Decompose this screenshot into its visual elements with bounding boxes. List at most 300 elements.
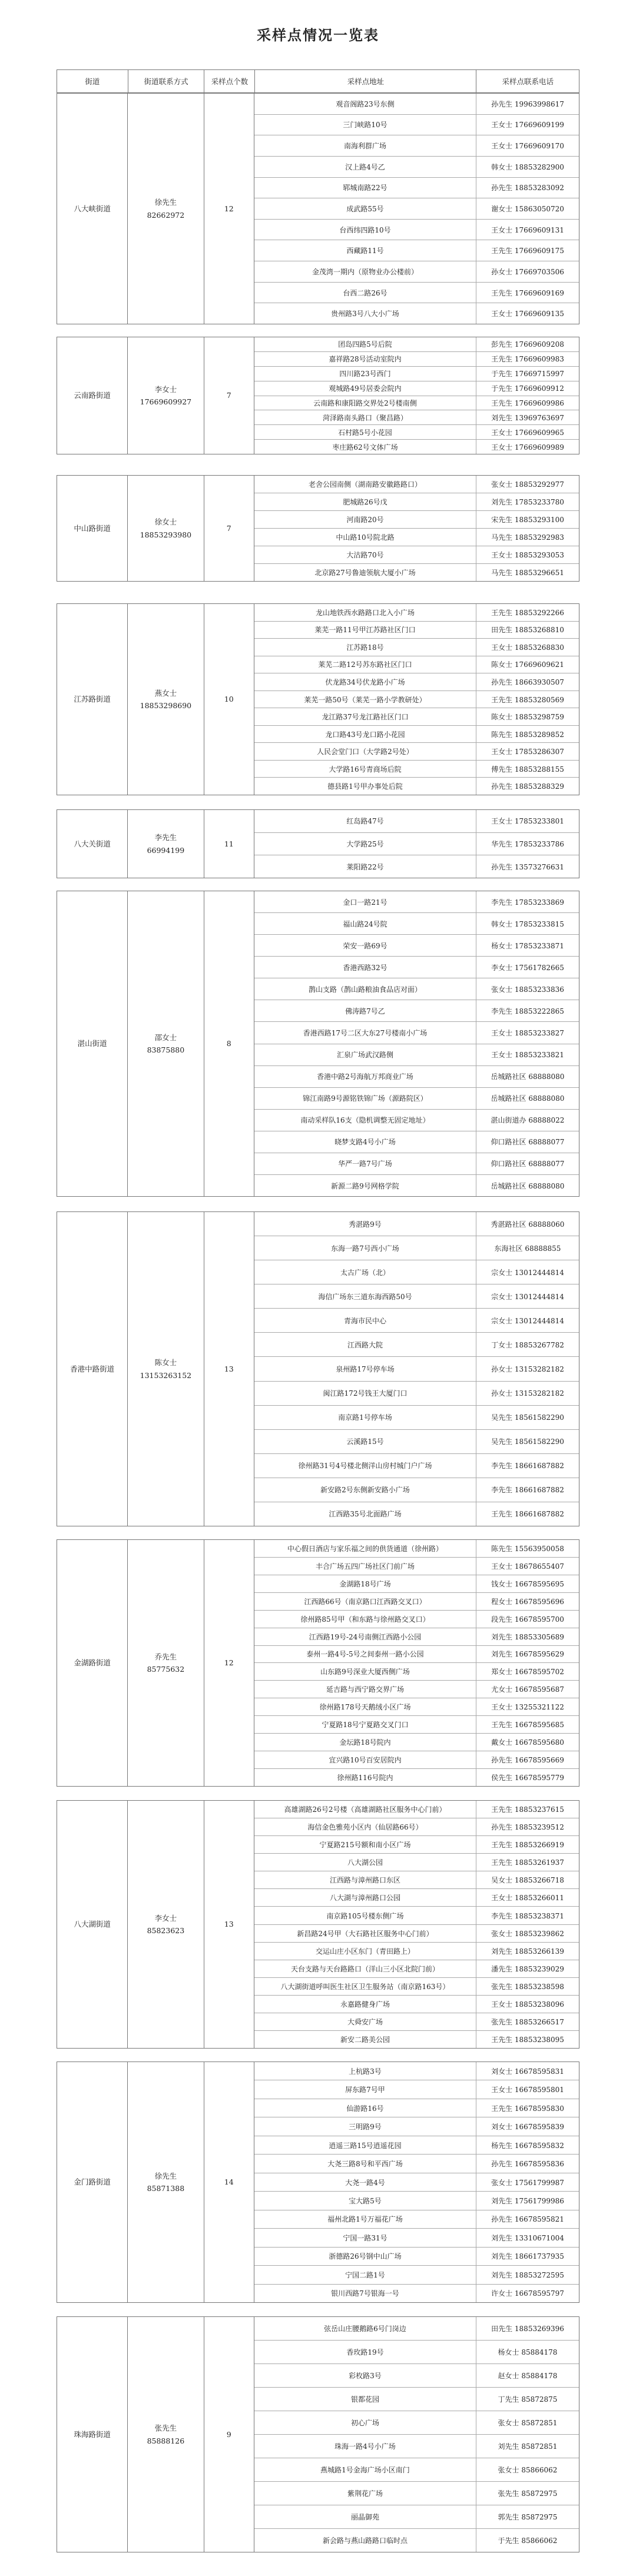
street-contact — [128, 337, 204, 454]
point-phone: 岳城路社区 68888080 — [491, 1073, 565, 1081]
contact-name: 徐先生 — [154, 2171, 177, 2180]
contact-name: 李女士 — [154, 384, 177, 394]
point-address: 江西路与漳州路口东区 — [254, 1871, 476, 1888]
table-row — [254, 1558, 579, 1575]
point-phone: 韩女士 18853282900 — [491, 162, 564, 171]
point-address: 西藏路11号 — [254, 240, 476, 261]
point-phone: 孙先生 18853283092 — [491, 184, 564, 192]
table-row — [254, 1575, 579, 1593]
point-phone: 李先生 18661687882 — [491, 1486, 564, 1495]
point-address: 山东路9号深业大厦西侧广场 — [254, 1663, 476, 1680]
table-row — [254, 2117, 579, 2136]
point-phone: 王先生 17669609175 — [491, 247, 564, 255]
point-address: 银都花园 — [254, 2388, 476, 2411]
street-contact — [128, 810, 204, 878]
point-address: 八大湖与漳州路口公园 — [254, 1889, 476, 1906]
table-row — [254, 2285, 579, 2302]
point-address: 新安路2号东侧新安路小广场 — [254, 1478, 476, 1502]
table-row — [254, 935, 579, 957]
point-phone: 王先生 18853238095 — [491, 2036, 564, 2044]
point-phone: 田先生 18853268810 — [491, 626, 564, 635]
point-phone: 张女士 18853292977 — [491, 480, 564, 489]
point-address: 宁夏路215号额和南小区广场 — [254, 1836, 476, 1853]
contact-name: 邵女士 — [154, 1033, 177, 1042]
point-address: 红岛路47号 — [254, 810, 476, 832]
point-address: 青海市民中心 — [254, 1309, 476, 1332]
point-address: 香港西路17号二区大东27号楼南小广场 — [254, 1022, 476, 1043]
point-phone: 岳城路社区 68888080 — [491, 1094, 565, 1103]
point-address: 人民会堂门口（大学路2号处） — [254, 743, 476, 760]
point-address: 秀湛路9号 — [254, 1212, 476, 1236]
table-row — [254, 157, 579, 178]
point-phone: 韩女士 17853233815 — [491, 919, 564, 928]
table-row — [254, 1284, 579, 1309]
table-row — [254, 94, 579, 115]
point-phone: 于先生 85866062 — [498, 2537, 558, 2545]
point-phone: 刘先生 18853266139 — [491, 1947, 564, 1956]
point-address: 观音阁路23号东侧 — [254, 94, 476, 114]
point-address: 三明路9号 — [254, 2117, 476, 2135]
point-address: 南京路1号停车场 — [254, 1406, 476, 1429]
point-count: 10 — [204, 604, 254, 795]
table-row — [254, 2364, 579, 2388]
point-address: 金茂湾一期内（原物业办公楼前） — [254, 261, 476, 282]
table-row — [254, 1871, 579, 1889]
point-phone: 侯先生 16678595779 — [491, 1773, 564, 1782]
table-row — [254, 761, 579, 778]
header-point-phone: 采样点联系电话 — [502, 77, 554, 86]
point-phone: 陈女士 17669609621 — [491, 660, 564, 669]
table-row — [254, 425, 579, 440]
point-phone: 张女士 85866062 — [498, 2466, 558, 2474]
table-header — [57, 69, 579, 93]
point-address: 云南路和康阳路交界处2号楼南侧 — [254, 396, 476, 410]
table-row — [254, 639, 579, 656]
point-count: 7 — [204, 476, 254, 581]
contact-phone: 83875880 — [147, 1045, 185, 1054]
point-phone: 张女士 18853233836 — [491, 985, 564, 994]
point-phone: 王女士 17853233801 — [491, 817, 564, 826]
point-list — [254, 891, 579, 1196]
table-row — [254, 440, 579, 454]
point-phone: 孙女士 17669703506 — [491, 267, 564, 276]
point-address: 丰合广场五四广场社区门前广场 — [254, 1558, 476, 1575]
point-address: 郓城南路22号 — [254, 178, 476, 198]
point-address: 云溪路15号 — [254, 1430, 476, 1453]
point-phone: 吴先生 18561582290 — [491, 1438, 564, 1446]
table-row — [254, 1000, 579, 1022]
street-section — [57, 1211, 579, 1526]
point-phone: 刘先生 17853233780 — [491, 498, 564, 506]
point-address: 江苏路18号 — [254, 639, 476, 656]
table-row — [254, 2210, 579, 2229]
point-phone: 仰口路社区 68888077 — [491, 1160, 565, 1169]
point-address: 老舍公园南侧（湖南路安徽路路口） — [254, 476, 476, 493]
point-phone: 段先生 16678595700 — [491, 1615, 564, 1624]
point-phone: 宋先生 18853293100 — [491, 516, 564, 524]
point-phone: 郭先生 85872975 — [498, 2513, 558, 2521]
street-contact — [128, 1540, 204, 1786]
table-row — [254, 743, 579, 761]
point-address: 江西路19号-24号南侧江西路小公园 — [254, 1628, 476, 1645]
table-row — [254, 1540, 579, 1558]
point-address: 龙江路37号龙江路社区门口 — [254, 708, 476, 725]
contact-phone: 85871388 — [147, 2184, 185, 2193]
point-address: 香玫路19号 — [254, 2341, 476, 2363]
point-list — [254, 2062, 579, 2302]
table-row — [254, 1978, 579, 1996]
point-address: 德县路1号甲办事处后院 — [254, 778, 476, 795]
point-phone: 王先生 18661687882 — [491, 1510, 564, 1519]
point-address: 成武路55号 — [254, 198, 476, 219]
point-phone: 王先生 16678595830 — [491, 2104, 564, 2113]
point-address: 宁国二路1号 — [254, 2266, 476, 2283]
point-address: 金湖路18号广场 — [254, 1575, 476, 1592]
point-phone: 王女士 17669609135 — [491, 310, 564, 318]
point-phone: 郑女士 16678595702 — [491, 1668, 564, 1677]
point-phone: 王先生 16678595685 — [491, 1721, 564, 1729]
point-address: 中心假日酒店与家乐福之间的供货通道（徐州路） — [254, 1540, 476, 1557]
point-address: 大学路16号青商场后院 — [254, 761, 476, 778]
table-row — [254, 708, 579, 726]
point-address: 观城路49号居委会院内 — [254, 381, 476, 396]
table-row — [254, 1382, 579, 1406]
point-phone: 王先生 18853261937 — [491, 1858, 564, 1867]
point-phone: 孙先生 16678595836 — [491, 2160, 564, 2169]
point-phone: 刘女士 16678595839 — [491, 2123, 564, 2132]
table-row — [254, 2173, 579, 2192]
contact-phone: 13153263152 — [140, 1370, 192, 1380]
point-address: 彩枚路3号 — [254, 2364, 476, 2387]
point-phone: 陈女士 18853298759 — [491, 713, 564, 722]
table-row — [254, 352, 579, 367]
point-phone: 刘先生 18853305689 — [491, 1632, 564, 1641]
contact-phone: 85775632 — [147, 1665, 185, 1674]
point-address: 汇泉广场武汉路侧 — [254, 1044, 476, 1065]
table-row — [254, 410, 579, 425]
table-row — [254, 1502, 579, 1526]
point-phone: 王先生 18853280569 — [491, 695, 564, 704]
point-list — [254, 1212, 579, 1526]
point-address: 逍遥三路15号逍遥花园 — [254, 2136, 476, 2154]
street-contact — [128, 2062, 204, 2302]
table-row — [254, 1734, 579, 1751]
table-row — [254, 178, 579, 199]
point-phone: 孙先生 16678595821 — [491, 2215, 564, 2224]
point-phone: 许女士 16678595797 — [491, 2289, 564, 2298]
point-phone: 杨女士 17853233871 — [491, 941, 564, 950]
point-address: 河南路20号 — [254, 511, 476, 528]
table-row — [254, 240, 579, 261]
point-address: 肥城路26号戊 — [254, 493, 476, 510]
point-address: 上杭路3号 — [254, 2062, 476, 2080]
point-phone: 傅先生 18853288155 — [491, 765, 564, 774]
point-phone: 刘先生 18853272595 — [491, 2270, 564, 2279]
point-address: 八大湖街道呼叫医生社区卫生服务站（南京路163号） — [254, 1978, 476, 1995]
point-phone: 王女士 17669609170 — [491, 142, 564, 151]
contact-phone: 18853293980 — [140, 530, 192, 539]
point-address: 银川西路7号银海一号 — [254, 2285, 476, 2302]
point-address: 大舜安广场 — [254, 2013, 476, 2030]
table-row — [254, 1110, 579, 1131]
table-row — [254, 1663, 579, 1681]
contact-name: 燕女士 — [154, 688, 177, 698]
table-row — [254, 2505, 579, 2529]
table-row — [254, 622, 579, 639]
point-address: 台西纬四路10号 — [254, 220, 476, 240]
point-phone: 彭先生 17669609208 — [491, 340, 564, 349]
point-phone: 孙先生 18663930507 — [491, 678, 564, 686]
street-name: 香港中路街道 — [57, 1212, 128, 1526]
point-address: 伏龙路34号伏龙路小广场 — [254, 673, 476, 691]
table-row — [254, 2435, 579, 2458]
table-row — [254, 1854, 579, 1871]
contact-name: 李先生 — [154, 833, 177, 842]
point-address: 汉上路4号乙 — [254, 157, 476, 177]
point-address: 新安二路美公园 — [254, 2031, 476, 2048]
point-phone: 仰口路社区 68888077 — [491, 1138, 565, 1147]
table-row — [254, 1836, 579, 1854]
point-phone: 程女士 16678595696 — [491, 1597, 564, 1606]
street-section — [57, 1539, 579, 1787]
table-row — [254, 656, 579, 674]
point-address: 新源二路9号网格学院 — [254, 1175, 476, 1196]
point-phone: 王女士 17669609989 — [491, 443, 564, 452]
table-row — [254, 810, 579, 833]
table-row — [254, 546, 579, 564]
point-address: 江西路35号北面路广场 — [254, 1502, 476, 1526]
point-phone: 吴先生 18561582290 — [491, 1413, 564, 1422]
point-phone: 陈先生 15563950058 — [491, 1544, 564, 1553]
point-address: 徐州路85号甲（和东路与徐州路交叉口） — [254, 1611, 476, 1628]
street-section — [57, 2316, 579, 2552]
table-row — [254, 1593, 579, 1611]
point-list — [254, 810, 579, 878]
table-row — [254, 2482, 579, 2505]
point-phone: 刘先生 85872851 — [498, 2442, 558, 2451]
point-address: 嘉祥路28号活动室院内 — [254, 352, 476, 366]
point-address: 莱芜一路11号甲江苏路社区门口 — [254, 622, 476, 639]
point-phone: 王女士 18853293053 — [491, 551, 564, 559]
point-phone: 张先生 18853266517 — [491, 2017, 564, 2026]
point-phone: 张先生 18853238598 — [491, 1982, 564, 1991]
point-address: 大尧一路4号 — [254, 2173, 476, 2191]
table-row — [254, 1628, 579, 1646]
table-row — [254, 283, 579, 304]
point-phone: 孙先生 19963998617 — [491, 99, 564, 108]
point-address: 莱芜一路50号（莱芜一路小学教研处） — [254, 691, 476, 708]
point-address: 江西路大院 — [254, 1333, 476, 1356]
point-address: 石村路5号小花园 — [254, 425, 476, 439]
contact-name: 陈女士 — [154, 1358, 177, 1367]
street-section — [57, 603, 579, 795]
point-phone: 宗女士 13012444814 — [491, 1268, 564, 1277]
street-name: 珠海路街道 — [57, 2317, 128, 2552]
street-name: 金门路街道 — [57, 2062, 128, 2302]
table-row — [254, 381, 579, 396]
point-phone: 孙先生 18853288329 — [491, 782, 564, 791]
point-phone: 于先生 17669609912 — [491, 384, 564, 393]
contact-phone: 82662972 — [147, 210, 185, 220]
point-address: 初心广场 — [254, 2411, 476, 2434]
page-title: 采样点情况一览表 — [257, 26, 379, 44]
point-phone: 刘先生 18661737935 — [491, 2252, 564, 2261]
point-address: 三门峡路10号 — [254, 115, 476, 135]
point-address: 大尧三路8号和平西广场 — [254, 2155, 476, 2172]
street-section — [57, 337, 579, 454]
point-phone: 尤女士 16678595687 — [491, 1685, 564, 1694]
point-address: 浙德路26号钢中山广场 — [254, 2248, 476, 2265]
point-count: 12 — [204, 94, 254, 324]
point-address: 荣安一路69号 — [254, 935, 476, 956]
street-name: 八大湖街道 — [57, 1801, 128, 2048]
table-row — [254, 1681, 579, 1698]
point-phone: 华先生 17853233786 — [491, 840, 564, 848]
header-street: 街道 — [57, 70, 128, 92]
point-address: 泉州路17号停车场 — [254, 1357, 476, 1380]
street-contact — [128, 476, 204, 581]
point-address: 屏东路7号甲 — [254, 2080, 476, 2098]
table-row — [254, 691, 579, 709]
contact-name: 徐先生 — [154, 198, 177, 207]
point-phone: 王女士 18678655407 — [491, 1562, 564, 1571]
table-row — [254, 1212, 579, 1236]
table-row — [254, 2013, 579, 2031]
point-address: 龙口路43号龙口路小花园 — [254, 726, 476, 743]
street-contact — [128, 94, 204, 324]
table-row — [254, 529, 579, 546]
point-phone: 王先生 18853237615 — [491, 1805, 564, 1814]
point-address: 延吉路与西宁路交界广场 — [254, 1681, 476, 1698]
table-row — [254, 1698, 579, 1716]
street-contact — [128, 1801, 204, 2048]
table-row — [254, 2341, 579, 2364]
point-address: 新昌路24号甲（大石路社区服务中心门前） — [254, 1925, 476, 1942]
table-row — [254, 396, 579, 411]
contact-phone: 66994199 — [147, 845, 185, 855]
contact-phone: 18853298690 — [140, 701, 192, 710]
table-row — [254, 1260, 579, 1284]
point-address: 紫荆花广场 — [254, 2482, 476, 2505]
table-row — [254, 1236, 579, 1260]
point-phone: 刘先生 17561799986 — [491, 2197, 564, 2206]
point-phone: 李女士 17561782665 — [491, 963, 564, 972]
point-address: 徐州路116号院内 — [254, 1769, 476, 1786]
point-phone: 刘先生 13969763697 — [491, 413, 564, 422]
point-address: 江西路66号（南京路口江西路交叉口） — [254, 1593, 476, 1610]
table-row — [254, 303, 579, 324]
point-address: 宝大路5号 — [254, 2192, 476, 2209]
point-phone: 杨先生 16678595832 — [491, 2141, 564, 2150]
table-row — [254, 1088, 579, 1110]
table-row — [254, 2062, 579, 2080]
point-phone: 马先生 18853292983 — [491, 533, 564, 542]
table-row — [254, 1131, 579, 1153]
table-row — [254, 2192, 579, 2210]
point-address: 金坛路18号院内 — [254, 1734, 476, 1751]
point-phone: 王女士 18853266011 — [491, 1894, 564, 1903]
point-address: 贵州路3号八大小广场 — [254, 303, 476, 324]
table-row — [254, 2248, 579, 2266]
table-row — [254, 1996, 579, 2013]
point-phone: 孙女士 13153282182 — [491, 1365, 564, 1373]
point-phone: 王女士 18853233827 — [491, 1029, 564, 1037]
point-address: 海信金色雅苑小区内（仙居路66号） — [254, 1818, 476, 1835]
table-row — [254, 1454, 579, 1478]
point-phone: 宗女士 13012444814 — [491, 1292, 564, 1301]
point-address: 南海利群广场 — [254, 135, 476, 156]
point-phone: 王女士 17669609199 — [491, 121, 564, 130]
point-list — [254, 337, 579, 454]
point-address: 锦江南路9号源铭铁锦广场（源路院区） — [254, 1088, 476, 1109]
point-phone: 王女士 13255321122 — [491, 1703, 564, 1712]
street-section — [57, 1800, 579, 2049]
table-row — [254, 337, 579, 352]
street-section — [57, 891, 579, 1197]
table-row — [254, 476, 579, 493]
street-section — [57, 809, 579, 878]
table-row — [254, 493, 579, 511]
point-list — [254, 2317, 579, 2552]
point-address: 海信广场东三道东海西路50号 — [254, 1284, 476, 1308]
point-address: 八大湖公园 — [254, 1854, 476, 1871]
street-name: 八大峡街道 — [57, 94, 128, 324]
point-address: 宜兴路10号百安居院内 — [254, 1751, 476, 1768]
point-address: 新会路与燕山路路口临时点 — [254, 2529, 476, 2552]
point-phone: 王女士 16678595801 — [491, 2086, 564, 2094]
point-address: 永嘉路健身广场 — [254, 1996, 476, 2013]
table-row — [254, 367, 579, 381]
contact-phone: 85888126 — [147, 2436, 185, 2445]
point-address: 龙山地铁西水路路口北入小广场 — [254, 604, 476, 621]
table-row — [254, 2031, 579, 2048]
table-row — [254, 726, 579, 743]
header-point-address: 采样点地址 — [255, 70, 476, 92]
table-row — [254, 2411, 579, 2435]
point-address: 太古广场（北） — [254, 1260, 476, 1284]
point-phone: 陈先生 18853289852 — [491, 730, 564, 739]
street-section — [57, 93, 579, 324]
point-phone: 张女士 18853239862 — [491, 1929, 564, 1938]
table-row — [254, 220, 579, 241]
point-address: 泰州一路4号-5号之间泰州一路小公园 — [254, 1646, 476, 1663]
point-phone: 孙先生 16678595669 — [491, 1756, 564, 1765]
table-row — [254, 1943, 579, 1960]
table-row — [254, 2099, 579, 2117]
table-row — [254, 1925, 579, 1943]
table-row — [254, 198, 579, 220]
point-address: 南京路105号楼东侧广场 — [254, 1907, 476, 1924]
point-address: 莱阳路22号 — [254, 855, 476, 878]
street-section — [57, 2062, 579, 2303]
point-phone: 丁女士 18853267782 — [491, 1340, 564, 1349]
header-point-count: 采样点个数 — [204, 70, 255, 92]
table-row — [254, 1716, 579, 1734]
table-row — [254, 115, 579, 136]
point-address: 南动采样队16支（隐机调整无固定地址） — [254, 1110, 476, 1131]
point-address: 宁夏路18号宁夏路交叉门口 — [254, 1716, 476, 1733]
point-address: 珠海一路4号小广场 — [254, 2435, 476, 2458]
street-name: 八大关街道 — [57, 810, 128, 878]
point-address: 金口一路21号 — [254, 891, 476, 912]
table-row — [254, 1357, 579, 1381]
point-phone: 孙先生 18853239512 — [491, 1823, 564, 1832]
point-phone: 赵女士 85884178 — [498, 2372, 558, 2380]
point-phone: 孙女士 13153282182 — [491, 1389, 564, 1398]
table-row — [254, 511, 579, 529]
point-address: 台西二路26号 — [254, 283, 476, 303]
point-address: 丽晶御苑 — [254, 2505, 476, 2528]
